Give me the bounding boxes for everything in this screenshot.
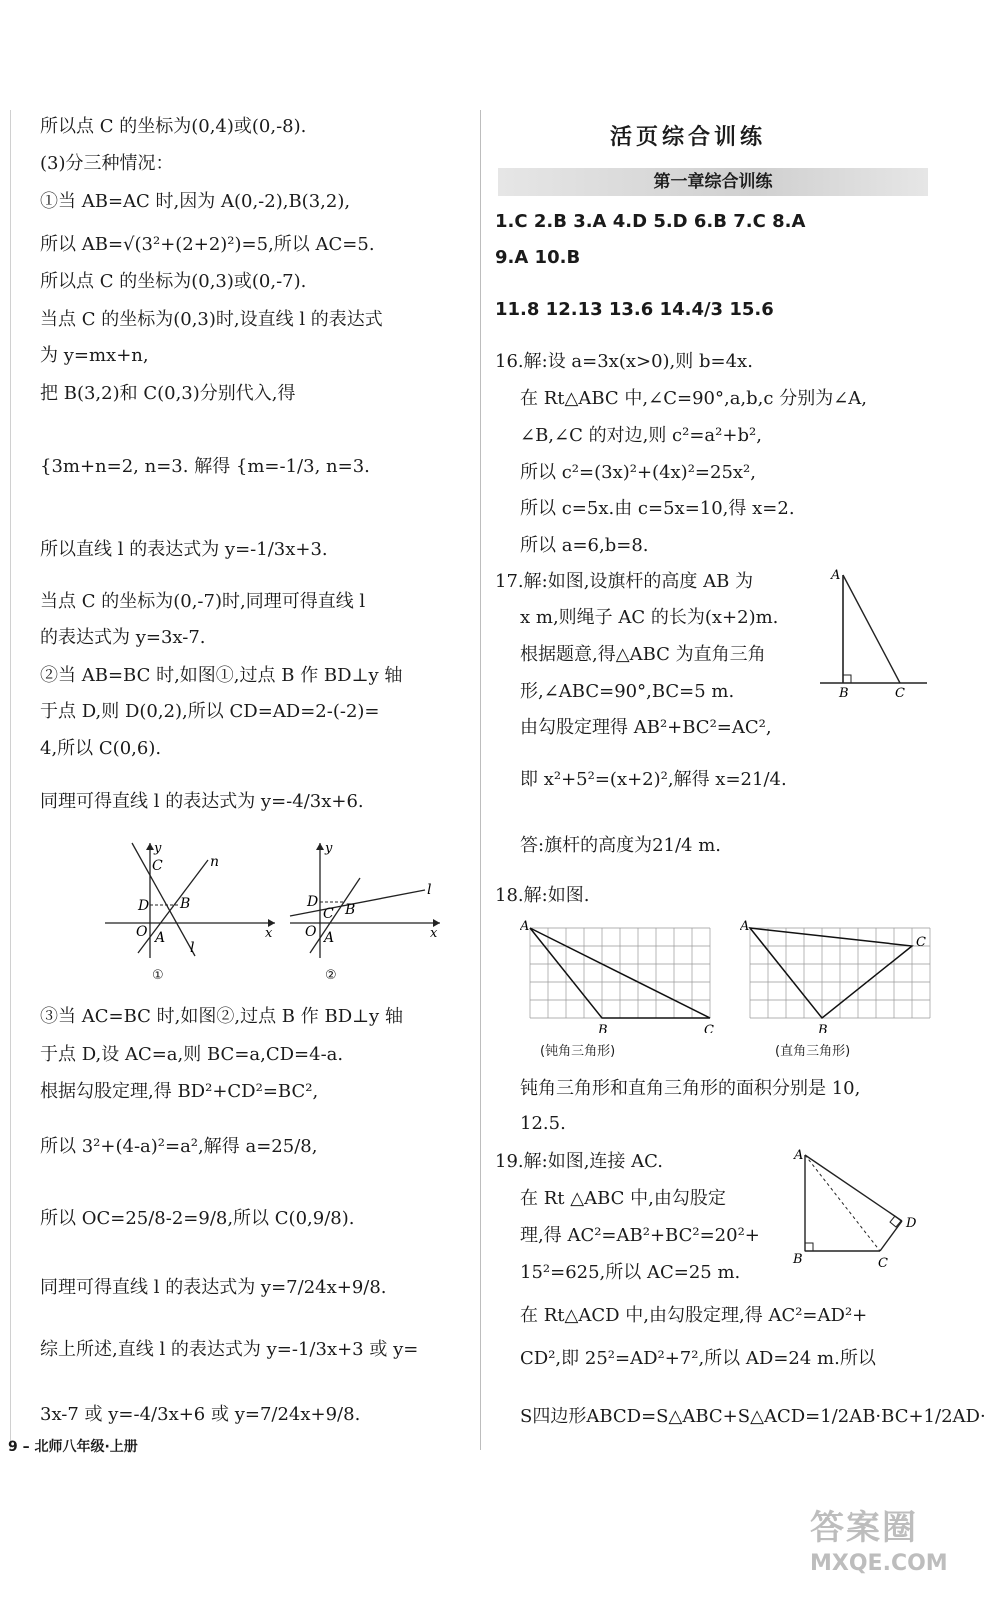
svg-text:O: O <box>136 924 148 940</box>
q16-line: 所以 c²=(3x)²+(4x)²=25x², <box>520 462 756 483</box>
right-triangle-grid <box>740 918 940 1033</box>
vertex-label: B <box>818 1023 828 1033</box>
q17-line: 答:旗杆的高度为21/4 m. <box>520 835 721 856</box>
q17-line: 根据题意,得△ABC 为直角三角 <box>520 644 766 665</box>
triangle-shape <box>750 928 912 1018</box>
text-line: 4,所以 C(0,6). <box>40 738 162 759</box>
svg-text:C: C <box>895 686 905 700</box>
text-line: 于点 D,设 AC=a,则 BC=a,CD=4-a. <box>40 1044 344 1065</box>
watermark-text: 答案圈 <box>810 1508 918 1548</box>
text-line: 所以 AB=√(3²+(2+2)²)=5,所以 AC=5. <box>40 234 375 255</box>
text-line: ③当 AC=BC 时,如图②,过点 B 作 BD⊥y 轴 <box>40 1006 403 1027</box>
q19-line: CD²,即 25²=AD²+7²,所以 AD=24 m.所以 <box>520 1348 876 1369</box>
text-line: 综上所述,直线 l 的表达式为 y=-1/3x+3 或 y= <box>40 1339 419 1360</box>
q17-line: 17.解:如图,设旗杆的高度 AB 为 <box>495 571 754 592</box>
answer-row: 11.8 12.13 13.6 14.4/3 15.6 <box>495 299 774 320</box>
figure-2-caption: ② <box>325 968 337 983</box>
vertex-label: A <box>520 919 530 934</box>
svg-text:C: C <box>878 1256 888 1271</box>
svg-text:C: C <box>152 858 163 874</box>
chapter-banner <box>498 168 928 196</box>
q19-line: S四边形ABCD=S△ABC+S△ACD=1/2AB·BC+1/2AD· <box>520 1406 986 1427</box>
watermark-logo <box>810 1500 948 1576</box>
svg-text:B: B <box>793 1252 803 1267</box>
svg-text:x: x <box>430 926 438 941</box>
obtuse-caption: (钝角三角形) <box>540 1044 616 1059</box>
text-line: 所以点 C 的坐标为(0,4)或(0,-8). <box>40 116 307 137</box>
text-line: 当点 C 的坐标为(0,3)时,设直线 l 的表达式 <box>40 309 383 330</box>
q17-line: x m,则绳子 AC 的长为(x+2)m. <box>520 607 779 628</box>
section-title: 活页综合训练 <box>610 125 767 150</box>
text-line: 3x-7 或 y=-4/3x+6 或 y=7/24x+9/8. <box>40 1404 361 1425</box>
q19-line: 19.解:如图,连接 AC. <box>495 1151 663 1172</box>
q18-line: 18.解:如图. <box>495 885 590 906</box>
q19-line: 15²=625,所以 AC=25 m. <box>520 1262 741 1283</box>
svg-text:l: l <box>190 940 195 956</box>
right-caption: (直角三角形) <box>775 1044 851 1059</box>
svg-text:A: A <box>155 930 166 946</box>
q16-line: 所以 c=5x.由 c=5x=10,得 x=2. <box>520 498 795 519</box>
q19-line: 在 Rt△ACD 中,由勾股定理,得 AC²=AD²+ <box>520 1305 868 1326</box>
figure-1-diagram <box>100 838 280 963</box>
text-line: 所以 3²+(4-a)²=a²,解得 a=25/8, <box>40 1136 318 1157</box>
svg-text:n: n <box>210 854 220 870</box>
figure-2-diagram <box>285 838 450 963</box>
svg-text:x: x <box>265 926 273 941</box>
q17-line: 形,∠ABC=90°,BC=5 m. <box>520 681 735 702</box>
flagpole-diagram <box>815 565 930 700</box>
text-line: 同理可得直线 l 的表达式为 y=-4/3x+6. <box>40 791 364 812</box>
svg-text:B: B <box>839 686 849 700</box>
q16-line: ∠B,∠C 的对边,则 c²=a²+b², <box>520 425 762 446</box>
figure-1-caption: ① <box>152 968 164 983</box>
svg-text:A: A <box>324 930 335 946</box>
page-edge-line <box>10 110 11 1450</box>
column-divider <box>480 110 481 1450</box>
watermark-url: MXQE.COM <box>810 1551 948 1576</box>
q19-line: 理,得 AC²=AB²+BC²=20²+ <box>520 1225 760 1246</box>
vertex-label: C <box>916 935 926 950</box>
svg-text:B: B <box>345 902 356 918</box>
text-line: 所以点 C 的坐标为(0,3)或(0,-7). <box>40 271 307 292</box>
svg-text:O: O <box>305 924 317 940</box>
text-line: ①当 AB=AC 时,因为 A(0,-2),B(3,2), <box>40 191 351 212</box>
svg-text:A: A <box>794 1148 804 1163</box>
q16-line: 16.解:设 a=3x(x>0),则 b=4x. <box>495 351 753 372</box>
vertex-label: A <box>740 919 750 934</box>
svg-text:l: l <box>427 882 432 898</box>
vertex-label: B <box>598 1023 608 1033</box>
page-footer: 9 – 北师八年级·上册 <box>8 1439 138 1455</box>
q18-line: 钝角三角形和直角三角形的面积分别是 10, <box>520 1078 861 1099</box>
q18-line: 12.5. <box>520 1113 566 1134</box>
text-line: 于点 D,则 D(0,2),所以 CD=AD=2-(-2)= <box>40 701 380 722</box>
chapter-title: 第一章综合训练 <box>653 172 773 192</box>
equation-system: {3m+n=2, n=3. 解得 {m=-1/3, n=3. <box>40 456 370 477</box>
answer-row: 9.A 10.B <box>495 247 581 268</box>
svg-text:y: y <box>154 841 162 856</box>
svg-text:D: D <box>138 898 150 914</box>
text-line: ②当 AB=BC 时,如图①,过点 B 作 BD⊥y 轴 <box>40 665 403 686</box>
svg-text:D: D <box>307 894 319 910</box>
text-line: 所以直线 l 的表达式为 y=-1/3x+3. <box>40 539 328 560</box>
text-line: (3)分三种情况： <box>40 153 174 174</box>
svg-text:y: y <box>325 841 333 856</box>
text-line: 为 y=mx+n, <box>40 345 149 366</box>
text-line: 的表达式为 y=3x-7. <box>40 627 206 648</box>
q17-line: 即 x²+5²=(x+2)²,解得 x=21/4. <box>520 769 787 790</box>
q19-line: 在 Rt △ABC 中,由勾股定 <box>520 1188 726 1209</box>
svg-text:C: C <box>323 906 334 922</box>
svg-text:B: B <box>180 896 191 912</box>
q16-line: 在 Rt△ABC 中,∠C=90°,a,b,c 分别为∠A, <box>520 388 867 409</box>
vertex-label: C <box>704 1023 714 1033</box>
obtuse-triangle-grid <box>520 918 720 1033</box>
text-line: 所以 OC=25/8-2=9/8,所以 C(0,9/8). <box>40 1208 355 1229</box>
text-line: 同理可得直线 l 的表达式为 y=7/24x+9/8. <box>40 1277 387 1298</box>
text-line: 当点 C 的坐标为(0,-7)时,同理可得直线 l <box>40 591 366 612</box>
q16-line: 所以 a=6,b=8. <box>520 535 649 556</box>
answer-row: 1.C 2.B 3.A 4.D 5.D 6.B 7.C 8.A <box>495 211 806 232</box>
svg-text:A: A <box>831 568 841 583</box>
quadrilateral-diagram <box>790 1143 930 1278</box>
q17-line: 由勾股定理得 AB²+BC²=AC², <box>520 717 772 738</box>
text-line: 把 B(3,2)和 C(0,3)分别代入,得 <box>40 383 296 404</box>
svg-text:D: D <box>906 1216 917 1231</box>
text-line: 根据勾股定理,得 BD²+CD²=BC², <box>40 1081 319 1102</box>
